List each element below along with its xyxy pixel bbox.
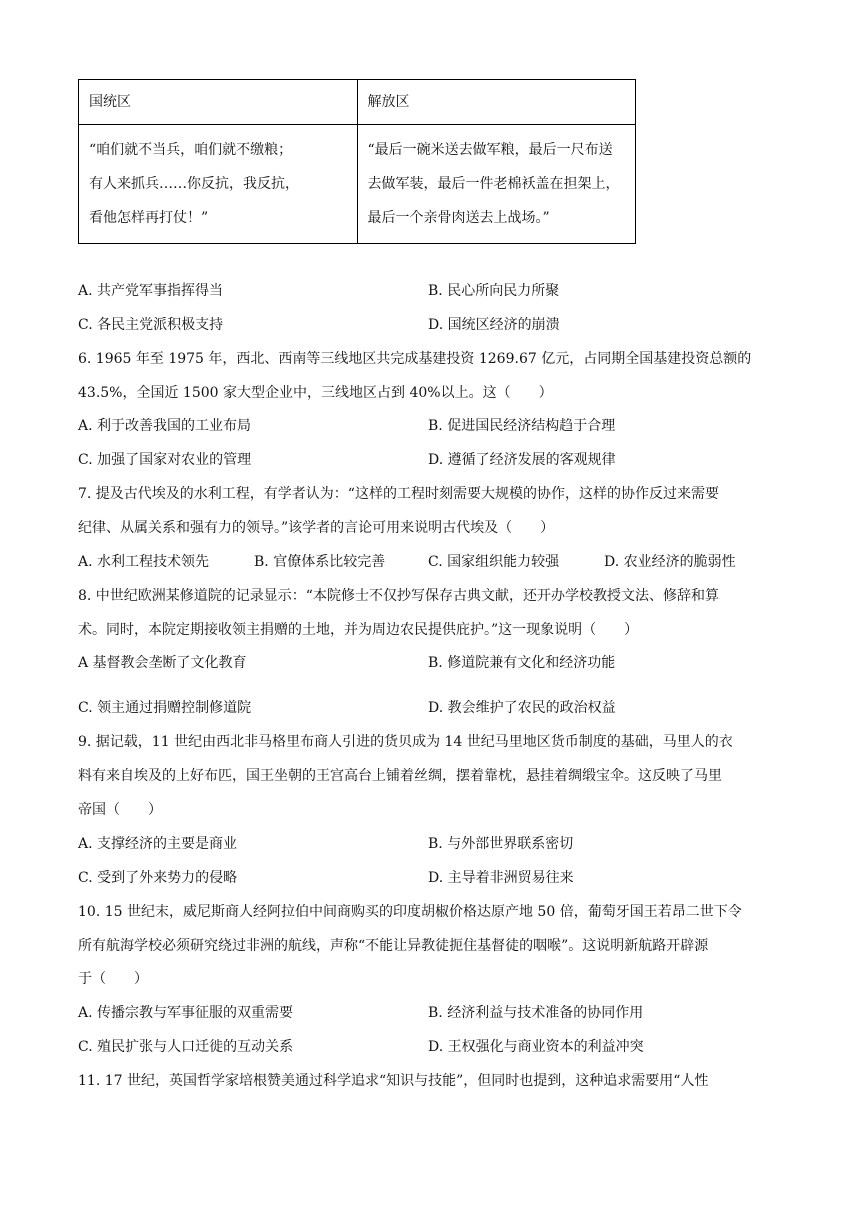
table-header-row bbox=[79, 80, 636, 125]
q9-stem-line: 料有来自埃及的上好布匹，国王坐朝的王宫高台上铺着丝绸，摆着靠枕，悬挂着绸缎宝伞。这反映了马里 bbox=[78, 768, 722, 784]
q8-stem-line: 术。同时，本院定期接收领主捐赠的土地，并为周边农民提供庇护。”这一现象说明（ ） bbox=[78, 622, 639, 638]
q11-stem-line: 11. 17 世纪，英国哲学家培根赞美通过科学追求“知识与技能”，但同时也提到，这种追求需要用“人性 bbox=[78, 1073, 709, 1089]
q8-stem-line: 8. 中世纪欧洲某修道院的记录显示：“本院修士不仅抄写保存古典文献，还开办学校教授文法、修辞和算 bbox=[78, 588, 719, 604]
quote-line: “最后一碗米送去做军粮，最后一尺布送 bbox=[367, 142, 613, 158]
q9-stem-line: 帝国（ ） bbox=[78, 802, 162, 818]
q5-option-a[interactable]: A. 共产党军事指挥得当 bbox=[78, 283, 224, 299]
q5-option-d[interactable]: D. 国统区经济的崩溃 bbox=[428, 317, 560, 333]
quote-jiefangqu bbox=[357, 125, 636, 244]
q6-option-c[interactable]: C. 加强了国家对农业的管理 bbox=[78, 452, 252, 468]
q10-option-a[interactable]: A. 传播宗教与军事征服的双重需要 bbox=[78, 1005, 294, 1021]
q10-option-b[interactable]: B. 经济利益与技术准备的协同作用 bbox=[428, 1005, 644, 1021]
quote-line: 看他怎样再打仗！” bbox=[89, 210, 209, 226]
q7-option-d[interactable]: D. 农业经济的脆弱性 bbox=[604, 554, 736, 570]
q10-stem-line: 于（ ） bbox=[78, 971, 148, 987]
q10-stem-line: 10. 15 世纪末，威尼斯商人经阿拉伯中间商购买的印度胡椒价格达原产地 50 倍，葡萄牙国王若昂二世下令 bbox=[78, 904, 742, 920]
quote-line: “咱们就不当兵，咱们就不缴粮； bbox=[89, 142, 293, 158]
q6-stem-line: 43.5%，全国近 1500 家大型企业中，三线地区占到 40%以上。这（ ） bbox=[78, 385, 553, 401]
header-jiefangqu: 解放区 bbox=[357, 80, 636, 125]
q9-option-b[interactable]: B. 与外部世界联系密切 bbox=[428, 836, 574, 852]
q5-option-c[interactable]: C. 各民主党派积极支持 bbox=[78, 317, 224, 333]
q7-stem-line: 7. 提及古代埃及的水利工程，有学者认为：“这样的工程时刻需要大规模的协作，这样的协作反过来需要 bbox=[78, 486, 719, 502]
q7-option-a[interactable]: A. 水利工程技术领先 bbox=[78, 554, 210, 570]
q9-stem-line: 9. 据记载，11 世纪由西北非马格里布商人引进的货贝成为 14 世纪马里地区货币制度的基础，马里人的衣 bbox=[78, 734, 733, 750]
q7-stem-line: 纪律、从属关系和强有力的领导。”该学者的言论可用来说明古代埃及（ ） bbox=[78, 520, 555, 536]
header-guotongqu: 国统区 bbox=[79, 80, 358, 125]
q6-option-a[interactable]: A. 利于改善我国的工业布局 bbox=[78, 418, 252, 434]
q8-option-d[interactable]: D. 教会维护了农民的政治权益 bbox=[428, 700, 616, 716]
q9-option-c[interactable]: C. 受到了外来势力的侵略 bbox=[78, 870, 238, 886]
q6-option-b[interactable]: B. 促进国民经济结构趋于合理 bbox=[428, 418, 616, 434]
quote-line: 最后一个亲骨肉送去上战场。” bbox=[367, 210, 550, 226]
q10-stem-line: 所有航海学校必须研究绕过非洲的航线，声称“不能让异教徒扼住基督徒的咽喉”。这说明新航路开辟源 bbox=[78, 938, 709, 954]
q9-option-d[interactable]: D. 主导着非洲贸易往来 bbox=[428, 870, 574, 886]
q6-stem-line: 6. 1965 年至 1975 年，西北、西南等三线地区共完成基建投资 1269.67 亿元，占同期全国基建投资总额的 bbox=[78, 351, 752, 367]
q10-option-d[interactable]: D. 王权强化与商业资本的利益冲突 bbox=[428, 1039, 644, 1055]
q8-option-b[interactable]: B. 修道院兼有文化和经济功能 bbox=[428, 655, 616, 671]
q8-option-a[interactable]: A 基督教会垄断了文化教育 bbox=[78, 655, 247, 671]
quote-guotongqu bbox=[79, 125, 358, 244]
q6-option-d[interactable]: D. 遵循了经济发展的客观规律 bbox=[428, 452, 616, 468]
q7-option-b[interactable]: B. 官僚体系比较完善 bbox=[254, 554, 386, 570]
quote-line: 去做军装，最后一件老棉袄盖在担架上， bbox=[367, 176, 620, 192]
comparison-table bbox=[78, 79, 636, 244]
q7-option-c[interactable]: C. 国家组织能力较强 bbox=[428, 554, 560, 570]
q5-option-b[interactable]: B. 民心所向民力所聚 bbox=[428, 283, 560, 299]
table-body-row bbox=[79, 125, 636, 244]
q10-option-c[interactable]: C. 殖民扩张与人口迁徙的互动关系 bbox=[78, 1039, 294, 1055]
q8-option-c[interactable]: C. 领主通过捐赠控制修道院 bbox=[78, 700, 252, 716]
q9-option-a[interactable]: A. 支撑经济的主要是商业 bbox=[78, 836, 238, 852]
quote-line: 有人来抓兵……你反抗，我反抗， bbox=[89, 176, 299, 192]
